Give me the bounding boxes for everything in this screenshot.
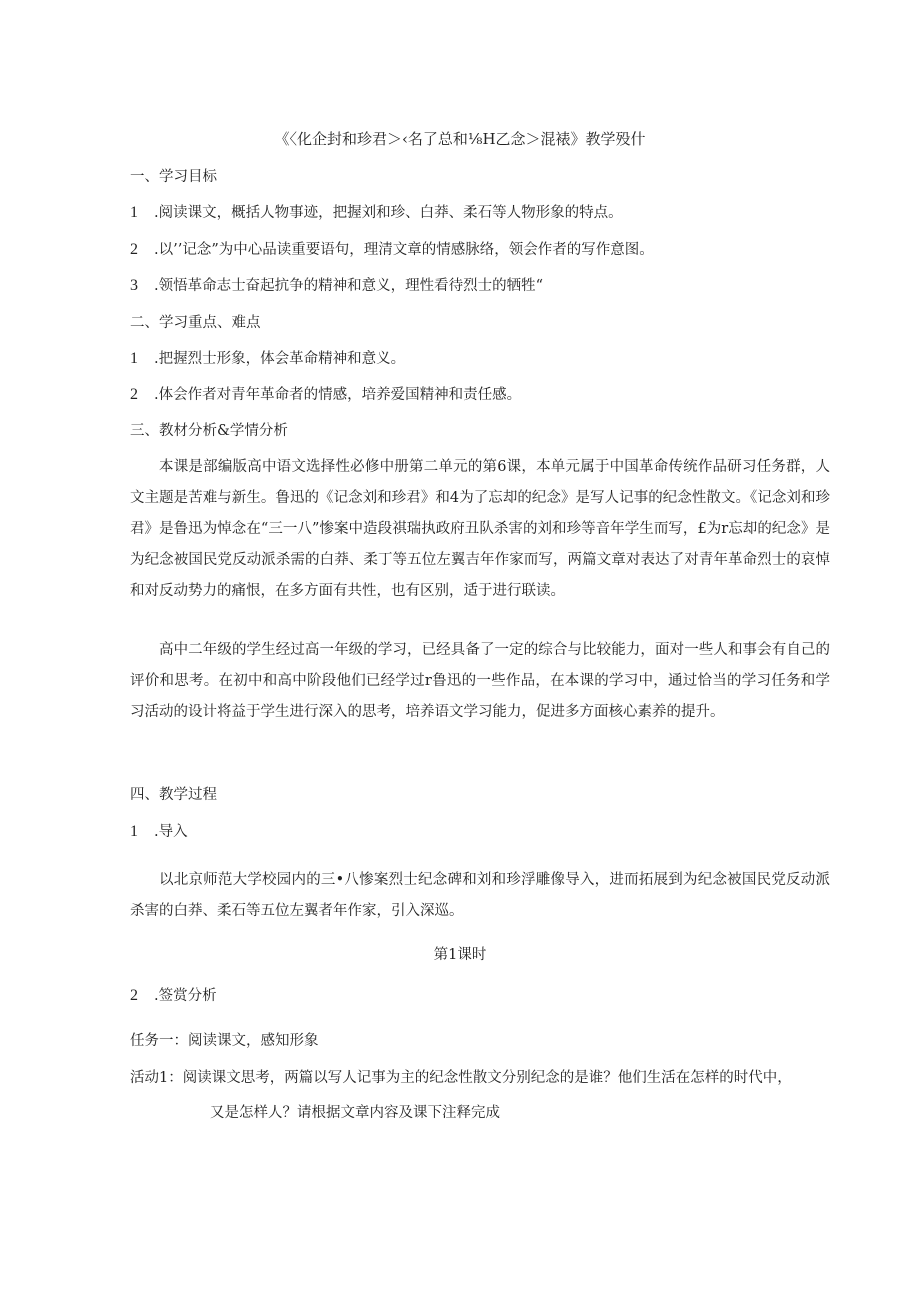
- item-text: .把握烈士形象，体会革命精神和意义。: [154, 351, 406, 367]
- objective-item-3: [130, 274, 543, 295]
- item-number: 2: [130, 386, 138, 403]
- lesson-label: 第1课时: [433, 947, 487, 963]
- analysis-paragraph-1: 本课是部编版高中语文选择性必修中册第二单元的第6课，本单元属于中国革命传统作品研习任务群，人文主题是苦难与新生。鲁迅的《记念刘和珍君》和4为了忘却的纪念》是写人记事的纪念性散文。《记念刘和珍君》是鲁迅为悼念在“三一八”惨案中造段祺瑞执政府丑队杀害的刘和珍等音年学生而写，£为r忘却的纪念》是为纪念被国民党反动派杀需的白莽、柔丁等五位左翼吉年作家而写，两篇文章对表达了对青年革命烈士的哀悼和对反动势力的痛恨，在多方面有共性，也有区别，适于进行联读。: [130, 459, 830, 599]
- item-text: .签赏分析: [154, 988, 217, 1004]
- task-1: 任务一：阅读课文，感知形象: [130, 1033, 319, 1049]
- step-intro: [130, 820, 188, 841]
- item-text: .导入: [154, 824, 188, 840]
- objective-item-2: [130, 238, 654, 259]
- key-point-item-2: [130, 383, 521, 404]
- key-point-item-1: [130, 347, 405, 368]
- item-number: 1: [130, 350, 138, 367]
- activity-1-line-2: 又是怎样人？请根据文章内容及课下注释完成: [210, 1105, 500, 1121]
- item-number: 3: [130, 277, 138, 294]
- activity-1-line-1: 活动1：阅读课文思考，两篇以写人记事为主的纪念性散文分别纪念的是谁？他们生活在怎样的时代中，: [130, 1070, 792, 1086]
- item-text: .阅读课文，概括人物事迹，把握刘和珍、白莽、柔石等人物形象的特点。: [154, 205, 623, 221]
- item-text: .领悟革命志士奋起抗争的精神和意义，理性看待烈士的牺牲“: [154, 278, 544, 294]
- section-heading-objectives: 一、学习目标: [130, 169, 217, 185]
- section-heading-key-points: 二、学习重点、难点: [130, 315, 261, 331]
- analysis-paragraph-2: 高中二年级的学生经过高一年级的学习，已经具备了一定的综合与比较能力，面对一些人和事会有自己的评价和思考。在初中和高中阶段他们已经学过r鲁迅的一些作品，在本课的学习中，通过恰当的学习任务和学习活动的设计将益于学生进行深入的思考，培养语文学习能力，促进多方面核心素养的提升。: [130, 642, 830, 720]
- step-analysis: [130, 984, 217, 1005]
- item-number: 1: [130, 823, 138, 840]
- item-number: 1: [130, 204, 138, 221]
- intro-paragraph: 以北京师范大学校园内的三•八惨案烈士纪念碑和刘和珍浮雕像导入，进而拓展到为纪念被国民党反动派杀害的白莽、柔石等五位左翼者年作家，引入深巡。: [130, 872, 830, 919]
- section-heading-analysis: 三、教材分析&学情分析: [130, 423, 288, 439]
- item-number: 2: [130, 241, 138, 258]
- item-number: 2: [130, 987, 138, 1004]
- document-title: 《〈化企封和珍君＞‹名了总和⅛H乙念＞混裱》教学殁什: [274, 130, 646, 148]
- item-text: .以’’记念”为中心品读重要语句，理清文章的情感脉络，领会作者的写作意图。: [154, 242, 654, 258]
- objective-item-1: [130, 201, 623, 222]
- item-text: .体会作者对青年革命者的情感，培养爱国精神和责任感。: [154, 387, 522, 403]
- section-heading-process: 四、教学过程: [130, 787, 217, 803]
